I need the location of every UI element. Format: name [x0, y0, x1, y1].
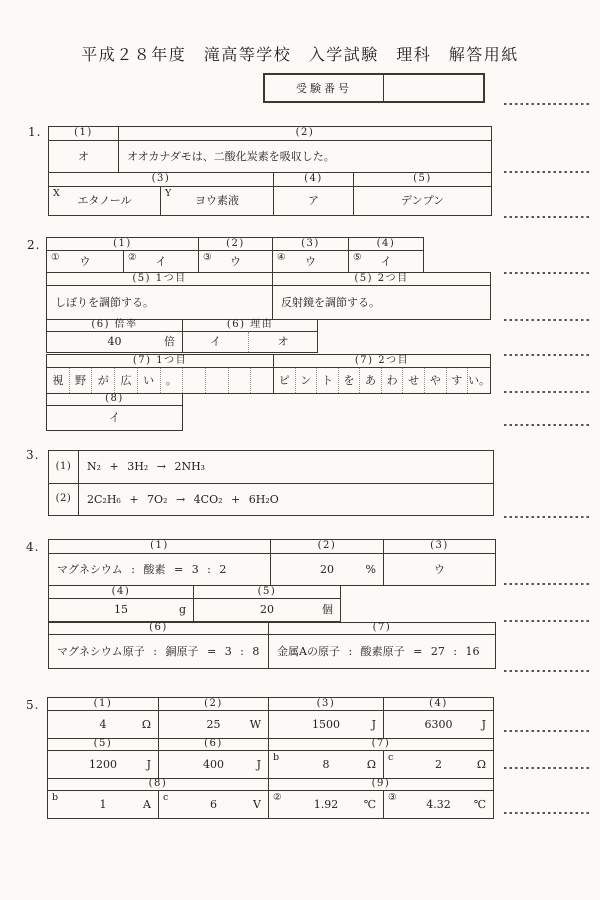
q2-answer-c4-value: ウ [305, 254, 316, 268]
q5-answer-4-unit: J [481, 717, 486, 731]
q5-answer-1-value: 4 [99, 717, 107, 731]
q5-answer-9-2-label: ② [273, 792, 282, 803]
q4-header-4: (4) [48, 585, 194, 599]
q2-answer-7b-char: す [446, 368, 468, 393]
q1-header-1: (1) [48, 126, 119, 141]
score-dotted-line [504, 812, 592, 814]
q5-answer-4 [383, 710, 494, 739]
q4-answer-2-unit: % [365, 562, 376, 576]
question-2-table [46, 237, 496, 432]
q2-header-1: (1) [46, 237, 199, 251]
q2-answer-c4 [272, 250, 349, 273]
q5-answer-8c-unit: V [253, 797, 261, 811]
q5-answer-9-3-value: 4.32 [426, 797, 451, 811]
q1-answer-1: オ [48, 140, 119, 173]
q3-header-1: (1) [48, 450, 79, 484]
q5-answer-8b-value: 1 [99, 797, 107, 811]
q2-header-4: (4) [348, 237, 424, 251]
q5-answer-2 [158, 710, 269, 739]
q2-answer-c3-label: ③ [203, 252, 212, 263]
q4-header-6: (6) [48, 622, 269, 635]
q5-answer-7b-label: b [273, 752, 280, 763]
q2-answer-c4-label: ④ [277, 252, 286, 263]
q5-answer-6-unit: J [256, 757, 261, 771]
q4-answer-2-value: 20 [320, 562, 334, 576]
q4-answer-1: マグネシウム : 酸素 = 3 : 2 [48, 553, 271, 586]
q2-header-2: (2) [198, 237, 273, 251]
score-dotted-line [504, 354, 592, 356]
q4-answer-4-value: 15 [114, 603, 128, 617]
q4-header-3: (3) [383, 539, 496, 554]
q2-answer-6-value: 40 [107, 335, 122, 349]
q5-answer-1-unit: Ω [141, 717, 151, 731]
q5-header-8: (8) [47, 778, 269, 791]
q5-answer-5 [47, 750, 159, 779]
question-4-number: 4. [26, 540, 40, 554]
q2-answer-7b-char: を [338, 368, 360, 393]
q2-answer-7b-cells [273, 367, 491, 394]
q2-header-6b: (6) 理由 [182, 319, 318, 332]
q5-answer-8c [158, 790, 269, 819]
question-3-table [48, 450, 494, 516]
q2-answer-c1-label: ① [51, 252, 60, 263]
page-title: 平成２８年度 滝高等学校 入学試験 理科 解答用紙 [81, 45, 519, 64]
q1-answer-3y-label: Y [165, 188, 172, 199]
q5-answer-8b-label: b [52, 792, 59, 803]
score-dotted-line [504, 272, 592, 274]
q2-answer-c2-value: イ [155, 254, 167, 268]
q5-answer-4-value: 6300 [424, 717, 453, 731]
q5-answer-7b-unit: Ω [366, 757, 376, 771]
q2-answer-7b-char: わ [381, 368, 403, 393]
q2-answer-7a-char: 広 [114, 368, 137, 393]
q1-answer-3x-value: エタノール [77, 194, 132, 208]
q1-header-5: (5) [353, 172, 492, 187]
q5-answer-3-unit: J [371, 717, 376, 731]
q4-answer-4 [48, 598, 194, 622]
question-1-table [48, 126, 493, 216]
q1-answer-3x-label: X [53, 188, 60, 199]
q1-header-2: (2) [118, 126, 492, 141]
q2-answer-c3 [198, 250, 273, 273]
q5-answer-8b [47, 790, 159, 819]
q2-answer-7a-char [228, 368, 251, 393]
q4-answer-5-value: 20 [260, 603, 274, 617]
q5-answer-8c-value: 6 [210, 797, 217, 811]
q4-answer-4-unit: g [178, 603, 186, 617]
q2-answer-c5-label: ⑤ [353, 252, 362, 263]
q4-header-2: (2) [270, 539, 384, 554]
q1-answer-4: ア [273, 186, 354, 216]
q2-answer-c5 [348, 250, 424, 273]
q5-answer-6 [158, 750, 269, 779]
q2-answer-7a-char [182, 368, 205, 393]
score-dotted-line [504, 171, 592, 173]
q2-answer-6-reason-2: オ [248, 332, 317, 352]
q2-header-8: (8) [46, 393, 183, 406]
q2-header-5a: (5) 1つ目 [46, 272, 273, 286]
q5-answer-7b-value: 8 [322, 757, 330, 771]
q5-answer-6-value: 400 [203, 757, 224, 771]
q3-header-2: (2) [48, 483, 79, 516]
q2-answer-7a-char [205, 368, 228, 393]
q4-answer-5 [193, 598, 341, 622]
q5-header-1: (1) [47, 697, 159, 711]
q4-header-7: (7) [268, 622, 496, 635]
q1-answer-3x [48, 186, 161, 216]
score-dotted-line [504, 103, 592, 105]
score-dotted-line [504, 216, 592, 218]
q2-answer-7b-char: せ [402, 368, 424, 393]
q2-answer-7b-char: い。 [467, 368, 490, 393]
q2-header-6a: (6) 倍率 [46, 319, 183, 332]
q2-answer-6-unit: 倍 [164, 335, 175, 349]
q4-answer-3: ウ [383, 553, 496, 586]
q2-answer-7a-cells [46, 367, 274, 394]
q5-answer-7c-label: c [388, 752, 394, 763]
q2-answer-7a-char: 視 [52, 373, 64, 387]
score-dotted-line [504, 730, 592, 732]
q5-answer-9-3-label: ③ [388, 792, 397, 803]
q5-answer-7c-unit: Ω [476, 757, 486, 771]
q5-answer-8b-unit: A [143, 797, 151, 811]
question-5-table [47, 697, 494, 819]
question-5-number: 5. [26, 698, 40, 712]
q2-answer-7a-char [250, 368, 273, 393]
q5-answer-3-value: 1500 [312, 717, 340, 731]
q4-answer-2 [270, 553, 384, 586]
q5-answer-5-value: 1200 [89, 757, 117, 771]
q5-answer-9-2-unit: ℃ [363, 797, 376, 811]
q2-answer-c1-value: ウ [79, 254, 91, 268]
q2-header-5b: (5) 2つ目 [272, 272, 491, 286]
examinee-number-label: 受験番号 [265, 75, 384, 101]
examinee-number-box [263, 73, 485, 103]
q4-header-1: (1) [48, 539, 271, 554]
score-dotted-line [504, 424, 592, 426]
q2-answer-7a-char: 。 [160, 368, 183, 393]
q2-answer-c3-value: ウ [230, 254, 241, 268]
score-dotted-line [504, 670, 592, 672]
q5-header-4: (4) [383, 697, 494, 711]
q5-answer-7b [268, 750, 384, 779]
q5-answer-8c-label: c [163, 792, 169, 803]
score-dotted-line [504, 391, 592, 393]
q2-answer-7b-char: ン [295, 368, 317, 393]
q5-answer-5-unit: J [146, 757, 151, 771]
q1-answer-5: デンプン [353, 186, 492, 216]
q2-answer-6-magnification [46, 331, 183, 353]
q5-answer-2-value: 25 [206, 717, 221, 731]
q5-header-6: (6) [158, 738, 269, 751]
q2-answer-7b-char: ピ [278, 373, 290, 387]
q5-answer-7c [383, 750, 494, 779]
q5-header-3: (3) [268, 697, 384, 711]
q2-header-7a: (7) 1つ目 [46, 354, 274, 368]
q2-answer-6-reason [182, 331, 318, 353]
question-4-table [48, 539, 496, 669]
q3-answer-1: N₂ + 3H₂ → 2NH₃ [78, 450, 494, 484]
q2-answer-5a: しぼりを調節する。 [46, 285, 273, 320]
q1-answer-3y-value: ヨウ素液 [195, 194, 239, 208]
q4-answer-6: マグネシウム原子 : 銅原子 = 3 : 8 [48, 634, 269, 669]
q1-header-4: (4) [273, 172, 354, 187]
score-dotted-line [504, 767, 592, 769]
q2-answer-7b-char: あ [359, 368, 381, 393]
q2-answer-c1 [46, 250, 124, 273]
question-2-number: 2. [27, 238, 41, 252]
q5-header-5: (5) [47, 738, 159, 751]
q2-header-7b: (7) 2つ目 [273, 354, 491, 368]
q1-answer-3y [160, 186, 274, 216]
question-3-number: 3. [26, 448, 40, 462]
q5-answer-7c-value: 2 [435, 757, 442, 771]
examinee-number-input[interactable] [384, 75, 483, 101]
q5-header-7: (7) [268, 738, 494, 751]
q2-answer-7a-char: 野 [69, 368, 92, 393]
q5-answer-1 [47, 710, 159, 739]
q4-answer-5-unit: 個 [322, 603, 333, 617]
score-dotted-line [504, 620, 592, 622]
q2-header-3: (3) [272, 237, 349, 251]
q5-header-2: (2) [158, 697, 269, 711]
q4-header-5: (5) [193, 585, 341, 599]
q3-answer-2: 2C₂H₆ + 7O₂ → 4CO₂ + 6H₂O [78, 483, 494, 516]
q5-header-9: (9) [268, 778, 494, 791]
q2-answer-7a-char: が [91, 368, 114, 393]
q2-answer-7a-char: い [137, 368, 160, 393]
q2-answer-c2-label: ② [128, 252, 137, 263]
q2-answer-c5-value: イ [380, 254, 392, 268]
q2-answer-c2 [123, 250, 199, 273]
question-1-number: 1. [28, 125, 42, 139]
q5-answer-9-2-value: 1.92 [313, 797, 339, 811]
q4-answer-7: 金属Aの原子 : 酸素原子 = 27 : 16 [268, 634, 496, 669]
q5-answer-2-unit: W [249, 717, 261, 731]
q2-answer-8: イ [46, 405, 183, 431]
q2-answer-7b-char: や [424, 368, 446, 393]
q2-answer-6-reason-1: イ [210, 335, 221, 349]
q2-answer-5b: 反射鏡を調節する。 [272, 285, 491, 320]
score-dotted-line [504, 319, 592, 321]
q2-answer-7b-char: ト [316, 368, 338, 393]
q5-answer-9-3-unit: ℃ [473, 797, 486, 811]
q1-header-3: (3) [48, 172, 274, 187]
q1-answer-2: オオカナダモは、二酸化炭素を吸収した。 [118, 140, 492, 173]
q5-answer-9-2 [268, 790, 384, 819]
score-dotted-line [504, 583, 592, 585]
score-dotted-line [504, 516, 592, 518]
q5-answer-9-3 [383, 790, 494, 819]
q5-answer-3 [268, 710, 384, 739]
